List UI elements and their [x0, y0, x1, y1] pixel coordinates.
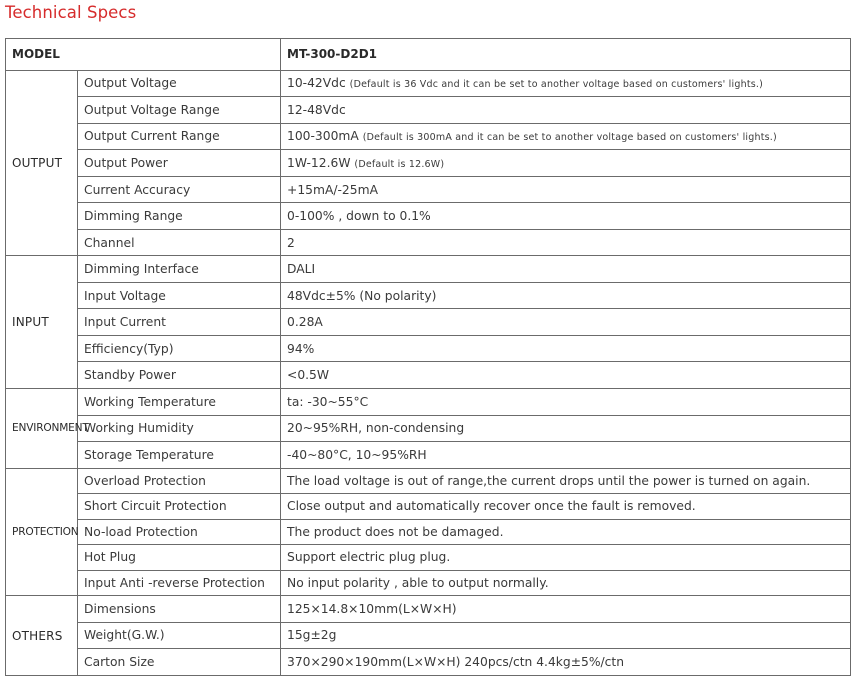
spec-value: 12-48Vdc: [281, 97, 851, 124]
table-row: [6, 70, 851, 97]
spec-value: 48Vdc±5% (No polarity): [281, 282, 851, 309]
group-label-output: OUTPUT: [6, 70, 78, 256]
spec-value: The load voltage is out of range,the current drops until the power is turned on again.: [281, 468, 851, 494]
table-row: [6, 494, 851, 520]
spec-param: Output Voltage Range: [78, 97, 281, 124]
table-row: [6, 362, 851, 389]
spec-param: Standby Power: [78, 362, 281, 389]
spec-value: <0.5W: [281, 362, 851, 389]
table-row: [6, 415, 851, 442]
spec-param: Efficiency(Typ): [78, 335, 281, 362]
spec-param: Weight(G.W.): [78, 622, 281, 649]
spec-param: Output Current Range: [78, 123, 281, 150]
spec-param: Dimming Interface: [78, 256, 281, 283]
spec-value: 0.28A: [281, 309, 851, 336]
spec-param: Current Accuracy: [78, 176, 281, 203]
spec-value-main: 1W-12.6W: [287, 156, 351, 170]
group-label-protection: PROTECTION: [6, 468, 78, 596]
table-row: [6, 596, 851, 623]
spec-param: Input Current: [78, 309, 281, 336]
spec-value-note: (Default is 12.6W): [354, 159, 445, 170]
group-label-input: INPUT: [6, 256, 78, 389]
group-label-environment: ENVIRONMENT: [6, 389, 78, 469]
spec-value: 94%: [281, 335, 851, 362]
model-header: MODEL: [6, 39, 281, 71]
spec-value: 20~95%RH, non-condensing: [281, 415, 851, 442]
specs-table: [5, 38, 851, 676]
model-value: MT-300-D2D1: [281, 39, 851, 71]
spec-value-main: 10-42Vdc: [287, 76, 346, 91]
table-row: [6, 389, 851, 416]
spec-value: [281, 123, 851, 150]
spec-value: DALI: [281, 256, 851, 283]
spec-value: 125×14.8×10mm(L×W×H): [281, 596, 851, 623]
table-row: [6, 150, 851, 177]
table-row: [6, 176, 851, 203]
table-row: [6, 468, 851, 494]
table-row: [6, 123, 851, 150]
group-label-others: OTHERS: [6, 596, 78, 676]
table-row: [6, 229, 851, 256]
table-row: [6, 570, 851, 596]
spec-param: Input Anti -reverse Protection: [78, 570, 281, 596]
spec-value: 2: [281, 229, 851, 256]
table-row: [6, 256, 851, 283]
spec-value-main: 100-300mA: [287, 129, 359, 144]
spec-param: Output Voltage: [78, 70, 281, 97]
spec-value: 0-100% , down to 0.1%: [281, 203, 851, 230]
spec-value: No input polarity , able to output normally.: [281, 570, 851, 596]
spec-value-note: (Default is 300mA and it can be set to another voltage based on customers' lights.): [362, 132, 777, 144]
spec-param: Hot Plug: [78, 545, 281, 571]
table-row: [6, 519, 851, 545]
spec-value: 15g±2g: [281, 622, 851, 649]
spec-param: Input Voltage: [78, 282, 281, 309]
table-row: [6, 649, 851, 676]
table-row: [6, 282, 851, 309]
page-title: Technical Specs: [5, 3, 137, 22]
spec-value: +15mA/-25mA: [281, 176, 851, 203]
spec-value: The product does not be damaged.: [281, 519, 851, 545]
table-row: [6, 442, 851, 469]
spec-param: Working Humidity: [78, 415, 281, 442]
spec-param: Dimensions: [78, 596, 281, 623]
spec-param: Storage Temperature: [78, 442, 281, 469]
spec-value: Support electric plug plug.: [281, 545, 851, 571]
spec-param: Dimming Range: [78, 203, 281, 230]
spec-param: Working Temperature: [78, 389, 281, 416]
table-row: [6, 97, 851, 124]
table-row: [6, 203, 851, 230]
spec-param: Output Power: [78, 150, 281, 177]
spec-value: -40~80°C, 10~95%RH: [281, 442, 851, 469]
spec-value: [281, 150, 851, 177]
table-row: [6, 309, 851, 336]
spec-value: 370×290×190mm(L×W×H) 240pcs/ctn 4.4kg±5%/ctn: [281, 649, 851, 676]
spec-param: Channel: [78, 229, 281, 256]
spec-param: Overload Protection: [78, 468, 281, 494]
table-row: [6, 545, 851, 571]
spec-value: ta: -30~55°C: [281, 389, 851, 416]
spec-value-note: (Default is 36 Vdc and it can be set to another voltage based on customers' lights.): [349, 79, 764, 91]
table-header-row: [6, 39, 851, 71]
spec-value: Close output and automatically recover once the fault is removed.: [281, 494, 851, 520]
spec-param: No-load Protection: [78, 519, 281, 545]
spec-param: Short Circuit Protection: [78, 494, 281, 520]
spec-param: Carton Size: [78, 649, 281, 676]
table-row: [6, 335, 851, 362]
spec-value: [281, 70, 851, 97]
table-row: [6, 622, 851, 649]
